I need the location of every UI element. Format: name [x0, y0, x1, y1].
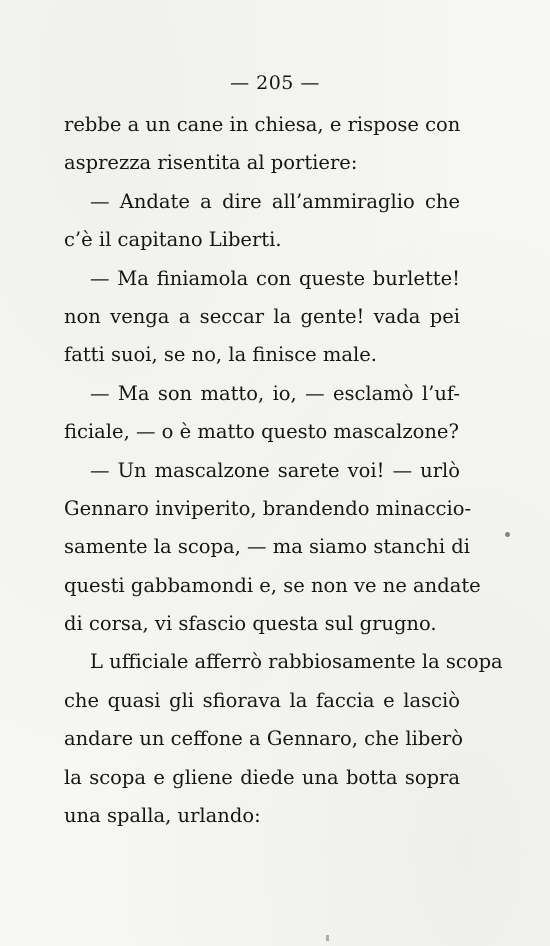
text-line: L ufficiale afferrò rabbiosamente la scopa	[90, 650, 503, 674]
text-line: c’è il capitano Liberti.	[64, 228, 282, 252]
text-line: rebbe a un cane in chiesa, e rispose con	[64, 113, 461, 136]
text-line: fatti suoi, se no, la finisce male.	[64, 343, 377, 367]
text-line: samente la scopa, — ma siamo stanchi di	[64, 535, 471, 559]
text-line: — Un mascalzone sarete voi! — urlò	[90, 458, 460, 482]
text-line: — Ma finiamola con queste burlette!	[90, 266, 460, 290]
page-number: — 205 —	[230, 72, 320, 94]
text-line: andare un ceffone a Gennaro, che liberò	[64, 727, 463, 751]
text-line: non venga a seccar la gente! vada pei	[64, 304, 460, 328]
text-line: ficiale, — o è matto questo mascalzone?	[64, 420, 459, 444]
text-line: una spalla, urlando:	[64, 804, 261, 828]
text-line: che quasi gli sfiorava la faccia e lasciò	[64, 688, 460, 712]
text-line: — Andate a dire all’ammiraglio che	[90, 189, 460, 213]
text-line: — Ma son matto, io, — esclamò l’uf-	[90, 381, 460, 405]
text-line: Gennaro inviperito, brandendo minaccio-	[64, 496, 472, 520]
ink-spot	[505, 532, 510, 537]
text-line: di corsa, vi sfascio questa sul grugno.	[64, 612, 437, 636]
text-line: questi gabbamondi e, se non ve ne andate	[64, 573, 481, 597]
text-line: la scopa e gliene diede una botta sopra	[64, 765, 460, 789]
body-text	[64, 106, 503, 835]
ink-mark	[326, 935, 329, 941]
text-line: asprezza risentita al portiere:	[64, 151, 358, 175]
